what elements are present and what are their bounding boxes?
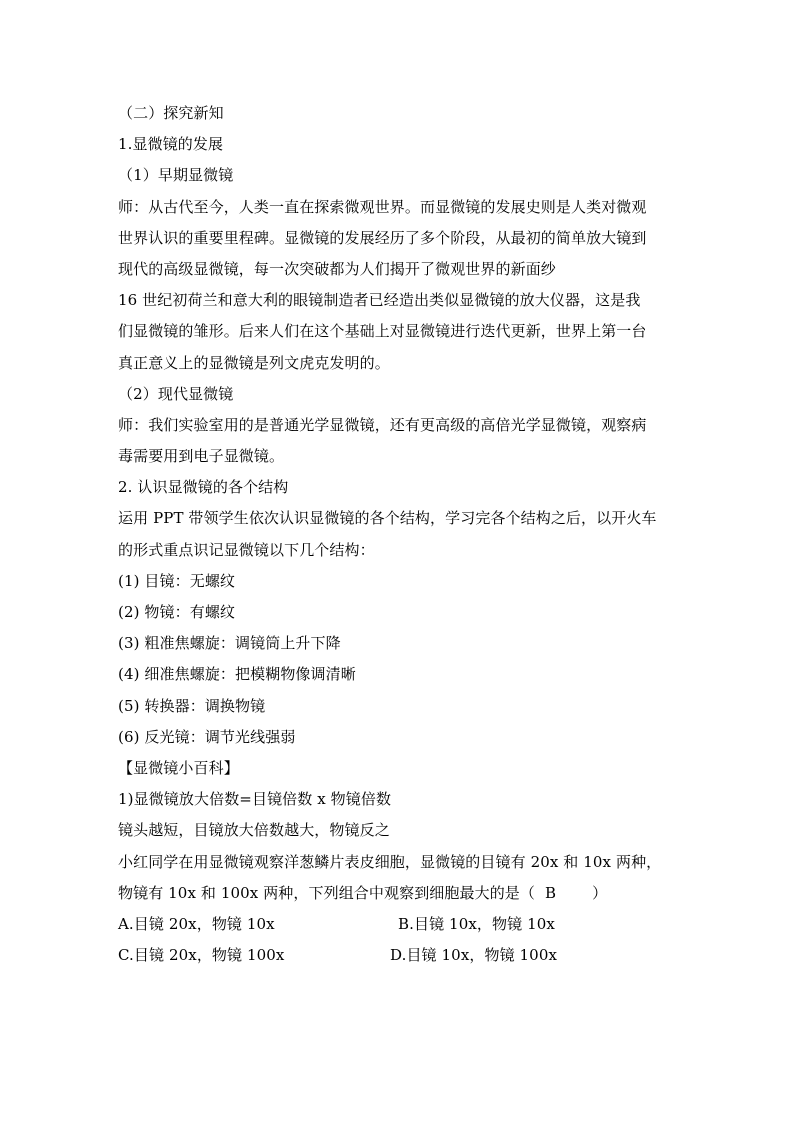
subsection-title-development: 1.显微镜的发展 [118,135,224,154]
part-title-early-microscope: （1）早期显微镜 [118,166,234,185]
paragraph-line: 真正意义上的显微镜是列文虎克发明的。 [118,353,390,372]
structure-item: (1) 目镜：无螺纹 [118,571,236,590]
option-a: A.目镜 20x，物镜 10x [118,914,275,933]
structure-item: (2) 物镜：有螺纹 [118,603,236,621]
paragraph-line: 师：从古代至今，人类一直在探索微观世界。而显微镜的发展史则是人类对微观 [118,197,647,216]
section-heading: （二）探究新知 [118,104,224,122]
answer-letter: B [545,883,557,902]
structure-item: (5) 转换器：调换物镜 [118,696,266,715]
question-line-with-answer [118,878,678,909]
paragraph-line: 的形式重点识记显微镜以下几个结构： [118,540,375,559]
paragraph-line: 现代的高级显微镜，每一次突破都为人们揭开了微观世界的新面纱 [118,259,556,278]
paragraph-line: 毒需要用到电子显微镜。 [118,447,285,466]
lens-length-note: 镜头越短，目镜放大倍数越大，物镜反之 [118,821,390,840]
options-row-ab [118,909,678,940]
paragraph-line: 世界认识的重要里程碑。显微镜的发展经历了多个阶段，从最初的简单放大镜到 [118,228,647,247]
structure-item: (3) 粗准焦螺旋：调镜筒上升下降 [118,634,341,653]
subsection-title-structures: 2. 认识显微镜的各个结构 [118,478,289,497]
option-c: C.目镜 20x，物镜 100x [118,946,285,965]
structure-item: (4) 细准焦螺旋：把模糊物像调清晰 [118,665,356,684]
option-b: B.目镜 10x，物镜 10x [398,914,555,933]
paragraph-line: 师：我们实验室用的是普通光学显微镜，还有更高级的高倍光学显微镜，观察病 [118,415,647,434]
paragraph-line: 们显微镜的雏形。后来人们在这个基础上对显微镜进行迭代更新，世界上第一台 [118,322,647,341]
question-close-paren: ） [592,883,608,902]
paragraph-line: 16 世纪初荷兰和意大利的眼镜制造者已经造出类似显微镜的放大仪器，这是我 [118,291,641,310]
option-d: D.目镜 10x，物镜 100x [390,946,558,965]
magnification-formula: 1)显微镜放大倍数=目镜倍数 x 物镜倍数 [118,790,392,809]
paragraph-line: 运用 PPT 带领学生依次认识显微镜的各个结构，学习完各个结构之后，以开火车 [118,509,657,528]
document-content [118,98,678,971]
structure-item: (6) 反光镜：调节光线强弱 [118,727,296,746]
part-title-modern-microscope: （2）现代显微镜 [118,384,234,403]
encyclopedia-title: 【显微镜小百科】 [118,758,239,777]
question-text: 物镜有 10x 和 100x 两种，下列组合中观察到细胞最大的是（ [118,883,536,902]
options-row-cd [118,940,678,971]
question-line: 小红同学在用显微镜观察洋葱鳞片表皮细胞，显微镜的目镜有 20x 和 10x 两种， [118,852,662,871]
